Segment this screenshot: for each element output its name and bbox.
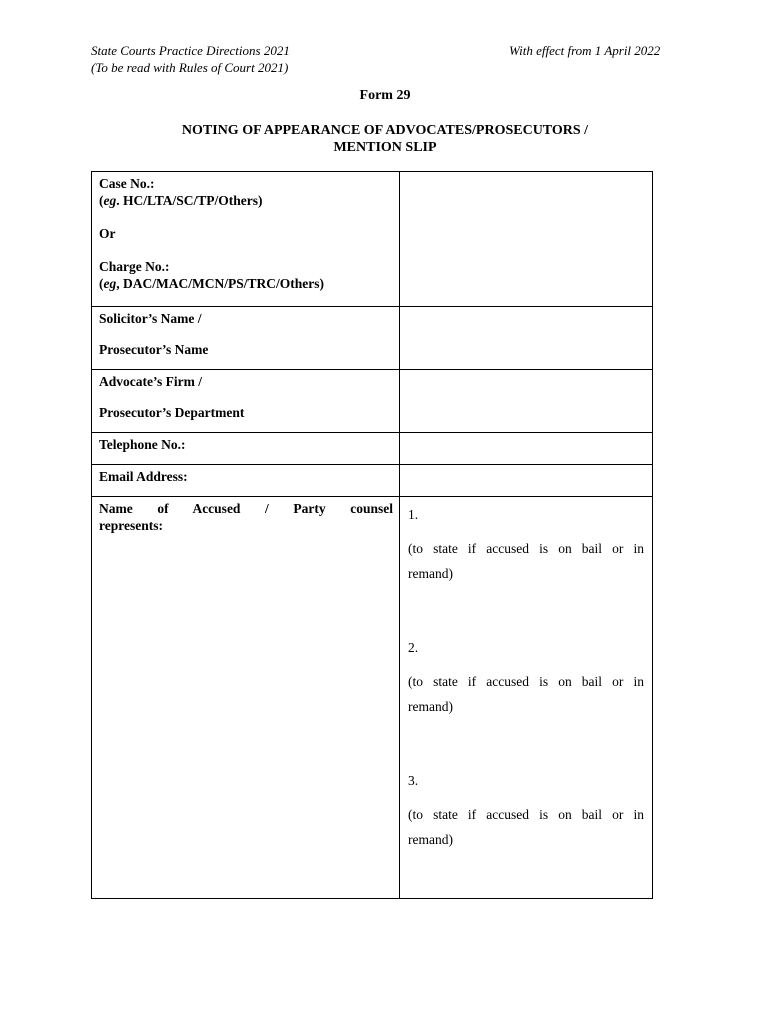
telephone-label: Telephone No.: <box>99 437 186 452</box>
accused-row <box>92 497 653 899</box>
header-rules-of-court: (To be read with Rules of Court 2021) <box>91 60 289 75</box>
case-no-eg-text: . HC/LTA/SC/TP/Others) <box>116 193 263 208</box>
prosecutors-department-label: Prosecutor’s Department <box>99 405 245 420</box>
case-no-eg-prefix: eg <box>103 193 117 208</box>
solicitor-name-field[interactable] <box>400 307 653 370</box>
accused-label-line2: represents: <box>99 518 163 533</box>
header-effective-date: With effect from 1 April 2022 <box>509 43 661 58</box>
entry-number: 2. <box>408 640 419 655</box>
telephone-row <box>92 433 653 465</box>
solicitor-name-label: Solicitor’s Name / <box>99 311 202 326</box>
entry-number: 3. <box>408 773 419 788</box>
case-no-row <box>92 172 653 307</box>
accused-entry <box>408 639 644 772</box>
form-title <box>0 122 770 156</box>
entry-bail-note: (to state if accused is on bail or in <box>408 541 644 556</box>
entry-bail-note: (to state if accused is on bail or in <box>408 674 644 689</box>
case-no-label: Case No.: <box>99 176 155 191</box>
entry-number: 1. <box>408 507 419 522</box>
accused-entries-field[interactable] <box>400 497 653 899</box>
mention-slip-table <box>91 171 653 899</box>
case-no-label-cell <box>92 172 400 307</box>
accused-entry <box>408 772 644 852</box>
entry-bail-note-tail: remand) <box>408 566 453 581</box>
email-row <box>92 465 653 497</box>
charge-no-label: Charge No.: <box>99 259 170 274</box>
prosecutor-name-label: Prosecutor’s Name <box>99 342 209 357</box>
charge-no-eg-text: , DAC/MAC/MCN/PS/TRC/Others) <box>116 276 324 291</box>
header-practice-directions: State Courts Practice Directions 2021 <box>91 43 290 58</box>
charge-no-eg-prefix: eg <box>103 276 117 291</box>
form-number: Form 29 <box>359 88 411 103</box>
case-no-field[interactable] <box>400 172 653 307</box>
form-title-line1: NOTING OF APPEARANCE OF ADVOCATES/PROSECUTORS / <box>181 123 589 138</box>
telephone-label-cell <box>92 433 400 465</box>
email-label-cell <box>92 465 400 497</box>
header-left <box>91 42 290 76</box>
charge-no-example: (eg, DAC/MAC/MCN/PS/TRC/Others) <box>99 276 324 291</box>
accused-entry <box>408 506 644 639</box>
or-label: Or <box>99 226 116 241</box>
case-no-example: (eg. HC/LTA/SC/TP/Others) <box>99 193 263 208</box>
telephone-field[interactable] <box>400 433 653 465</box>
email-label: Email Address: <box>99 469 188 484</box>
firm-row <box>92 370 653 433</box>
entry-bail-note-tail: remand) <box>408 832 453 847</box>
entry-bail-note: (to state if accused is on bail or in <box>408 807 644 822</box>
solicitor-row <box>92 307 653 370</box>
accused-label-line1: Name of Accused / Party counsel <box>99 501 393 516</box>
solicitor-label-cell <box>92 307 400 370</box>
form-title-line2: MENTION SLIP <box>333 140 437 155</box>
advocates-firm-label: Advocate’s Firm / <box>99 374 202 389</box>
accused-label-cell <box>92 497 400 899</box>
email-field[interactable] <box>400 465 653 497</box>
entry-bail-note-tail: remand) <box>408 699 453 714</box>
firm-label-cell <box>92 370 400 433</box>
advocates-firm-field[interactable] <box>400 370 653 433</box>
